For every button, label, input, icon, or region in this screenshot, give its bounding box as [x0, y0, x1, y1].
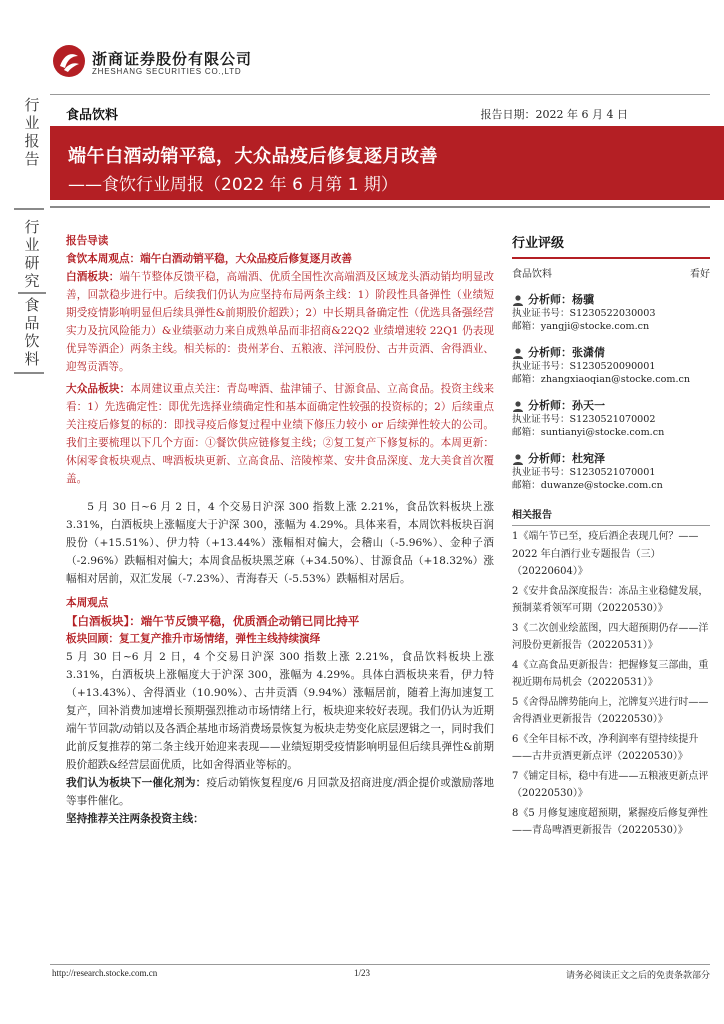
guide-heading: 报告导读: [66, 235, 109, 247]
analyst-card: 分析师： 杜宛泽 执业证书号：S1230521070001 邮箱：duwanze@stocke.com.cn: [512, 451, 710, 492]
guide-baijiu: 白酒板块：端午节整体反馈平稳，高端酒、优质全国性次高端酒及区域龙头酒动销均明显改善，回款稳步进行中。后续我们仍认为应坚持布局两条主线：1）阶段性具备弹性（业绩短期受疫情影响明显但后续具弹性&前期股价超跌）；2）中长期具备确定性（优选具备强经营实力及抗风险能力）&业绩驱动力来自成熟单品而非招商&22Q2 业绩增速较 22Q1 仍表现优异等酒企）两条主线。相关标的：贵州茅台、五粮液、洋河股份、古井贡酒、舍得酒业、迎驾贡酒等。: [66, 271, 495, 373]
analyst-card: 分析师： 杨骥 执业证书号：S1230522030003 邮箱：yangji@stocke.com.cn: [512, 292, 710, 333]
weekly-section-title: 【白酒板块】：端午节反馈平稳，优质酒企动销已同比持平: [66, 614, 360, 628]
analyst-email[interactable]: 邮箱：suntianyi@stocke.com.cn: [512, 427, 665, 438]
side-divider-bottom: [14, 372, 44, 374]
market-paragraph: 5 月 30 日~6 月 2 日，4 个交易日沪深 300 指数上涨 2.21%，食品饮料板块上涨 3.31%，白酒板块上涨幅度大于沪深 300，涨幅为 4.29%。具体来看，本周饮料板块百润股份（+15.51%）、伊力特（+13.44%）涨幅相对偏大，会稽山（-5.96%）、金种子酒（-2.96%）跌幅相对偏大；本周食品板块黑芝麻（+34.50%）、甘源食品（+18.32%）涨幅相对居前，双汇发展（-7.23%）、青海春天（-5.53%）跌幅相对居后。: [66, 501, 494, 585]
review-title: 板块回顾：复工复产推升市场情绪，弹性主线持续演绎: [66, 633, 321, 645]
guide-mass: 大众品板块：本周建议重点关注：青岛啤酒、盐津铺子、甘源食品、立高食品。投资主线来看：1）先选确定性：即优先选择业绩确定性和基本面确定性较强的投资标的；2）后续重点关注疫后修复的标的：即找寻疫后修复过程中业绩下修压力较小 or 后续弹性较大的公司。我们主要梳理以下几个方面：①餐饮供应链修复主线；②复工复产下修复标的。本周更新：休闲零食板块观点、啤酒板块更新、立高食品、涪陵榨菜、安井食品深度、龙大美食首次覆盖。: [66, 383, 494, 485]
guide-view: 食饮本周观点：端午白酒动销平稳，大众品疫后修复逐月改善: [66, 253, 353, 265]
related-item[interactable]: 3《二次创业绘蓝图，四大超预期仍存——洋河股份更新报告（20220531）》: [512, 622, 709, 651]
report-title: 端午白酒动销平稳，大众品疫后修复逐月改善: [68, 146, 438, 167]
analyst-card: 分析师： 张潇倩 执业证书号：S1230520090001 邮箱：zhangxiaoqian@stocke.com.cn: [512, 345, 710, 386]
company-header: [52, 44, 352, 82]
related-item[interactable]: 2《安井食品深度报告：冻品主业稳健发展，预制菜肴领军可期（20220530）》: [512, 585, 709, 614]
analyst-card: 分析师： 孙天一 执业证书号：S1230521070002 邮箱：suntianyi@stocke.com.cn: [512, 398, 710, 439]
related-item[interactable]: 5《舍得品牌势能向上，沱牌复兴进行时——舍得酒业更新报告（20220530）》: [512, 696, 709, 725]
person-icon: [512, 453, 524, 465]
rating-value: 看好: [690, 269, 710, 280]
rating-title: 行业评级: [512, 232, 710, 259]
analyst-email[interactable]: 邮箱：yangji@stocke.com.cn: [512, 321, 650, 332]
related-item[interactable]: 7《铺定目标，稳中有进——五粮液更新点评（20220530）》: [512, 770, 709, 799]
analyst-email[interactable]: 邮箱：zhangxiaoqian@stocke.com.cn: [512, 374, 691, 385]
closing-line: 坚持推荐关注两条投资主线：: [66, 813, 204, 825]
weekly-heading: 本周观点: [66, 597, 109, 609]
person-icon: [512, 400, 524, 412]
company-name-cn: 浙商证券股份有限公司: [92, 50, 253, 68]
footer-disclaimer: 请务必阅读正文之后的免责条款部分: [565, 971, 710, 981]
related-item[interactable]: 8《5 月修复速度超预期，紧握疫后修复弹性——青岛啤酒更新报告（20220530）》: [512, 807, 708, 836]
main-column: [66, 232, 494, 828]
side-inner-rule: [18, 292, 46, 294]
related-item[interactable]: 1《端午节已至，疫后酒企表现几何？——2022 年白酒行业专题报告（三）（20220604）》: [512, 531, 699, 577]
side-label-top: 行 业 报 告: [24, 96, 40, 168]
review-paragraph: 5 月 30 日~6 月 2 日，4 个交易日沪深 300 指数上涨 2.21%，食品饮料板块上涨 3.31%，白酒板块上涨幅度大于沪深 300，涨幅为 4.29%。具体白酒板块来看，伊力特（+13.43%）、舍得酒业（10.90%）、古井贡酒（9.94%）涨幅居前，随着上海加速复工复产，回补消费加速增长预期强烈推动市场情绪上行，板块迎来较好表现。我们仍认为近期端午节回款/动销以及各酒企基地市场消费场景恢复为板块走势变化底层逻辑之一，同时我们此前反复推荐的第二条主线开始迎来表现——业绩短期受疫情影响明显但后续具弹性&前期股价超跌&经营层面优质，比如舍得酒业等标的。: [66, 651, 494, 771]
person-icon: [512, 347, 524, 359]
top-rule: [50, 94, 710, 95]
banner-rule: [50, 206, 710, 208]
catalyst-paragraph: 我们认为板块下一催化剂为：疫后动销恢复程度/6 月回款及招商进度/酒企提价或激励落地等事件催化。: [66, 777, 494, 807]
report-date: 报告日期：2022 年 6 月 4 日: [480, 108, 628, 121]
related-item[interactable]: 6《全年目标不改，净利润率有望持续提升——古井贡酒更新点评（20220530）》: [512, 733, 699, 762]
report-subtitle: ——食饮行业周报（2022 年 6 月第 1 期）: [68, 175, 398, 195]
page-number: 1/23: [354, 968, 371, 978]
related-title: 相关报告: [512, 506, 710, 526]
rating-row: [512, 265, 710, 280]
related-item[interactable]: 4《立高食品更新报告：把握修复三部曲，重视近期布局机会（20220531）》: [512, 659, 709, 688]
side-divider: [14, 208, 44, 210]
footer-url[interactable]: http://research.stocke.com.cn: [52, 968, 158, 978]
sidebar: [512, 232, 710, 840]
company-logo-icon: [52, 44, 86, 78]
report-category: 食品饮料: [66, 108, 119, 123]
person-icon: [512, 294, 524, 306]
analyst-email[interactable]: 邮箱：duwanze@stocke.com.cn: [512, 480, 663, 491]
rating-sector: 食品饮料: [512, 269, 552, 280]
footer-rule: [50, 964, 710, 965]
side-label-bottom: 行 业 研 究 食 品 饮 料: [22, 218, 42, 368]
company-name-en: ZHESHANG SECURITIES CO.,LTD: [92, 67, 242, 76]
